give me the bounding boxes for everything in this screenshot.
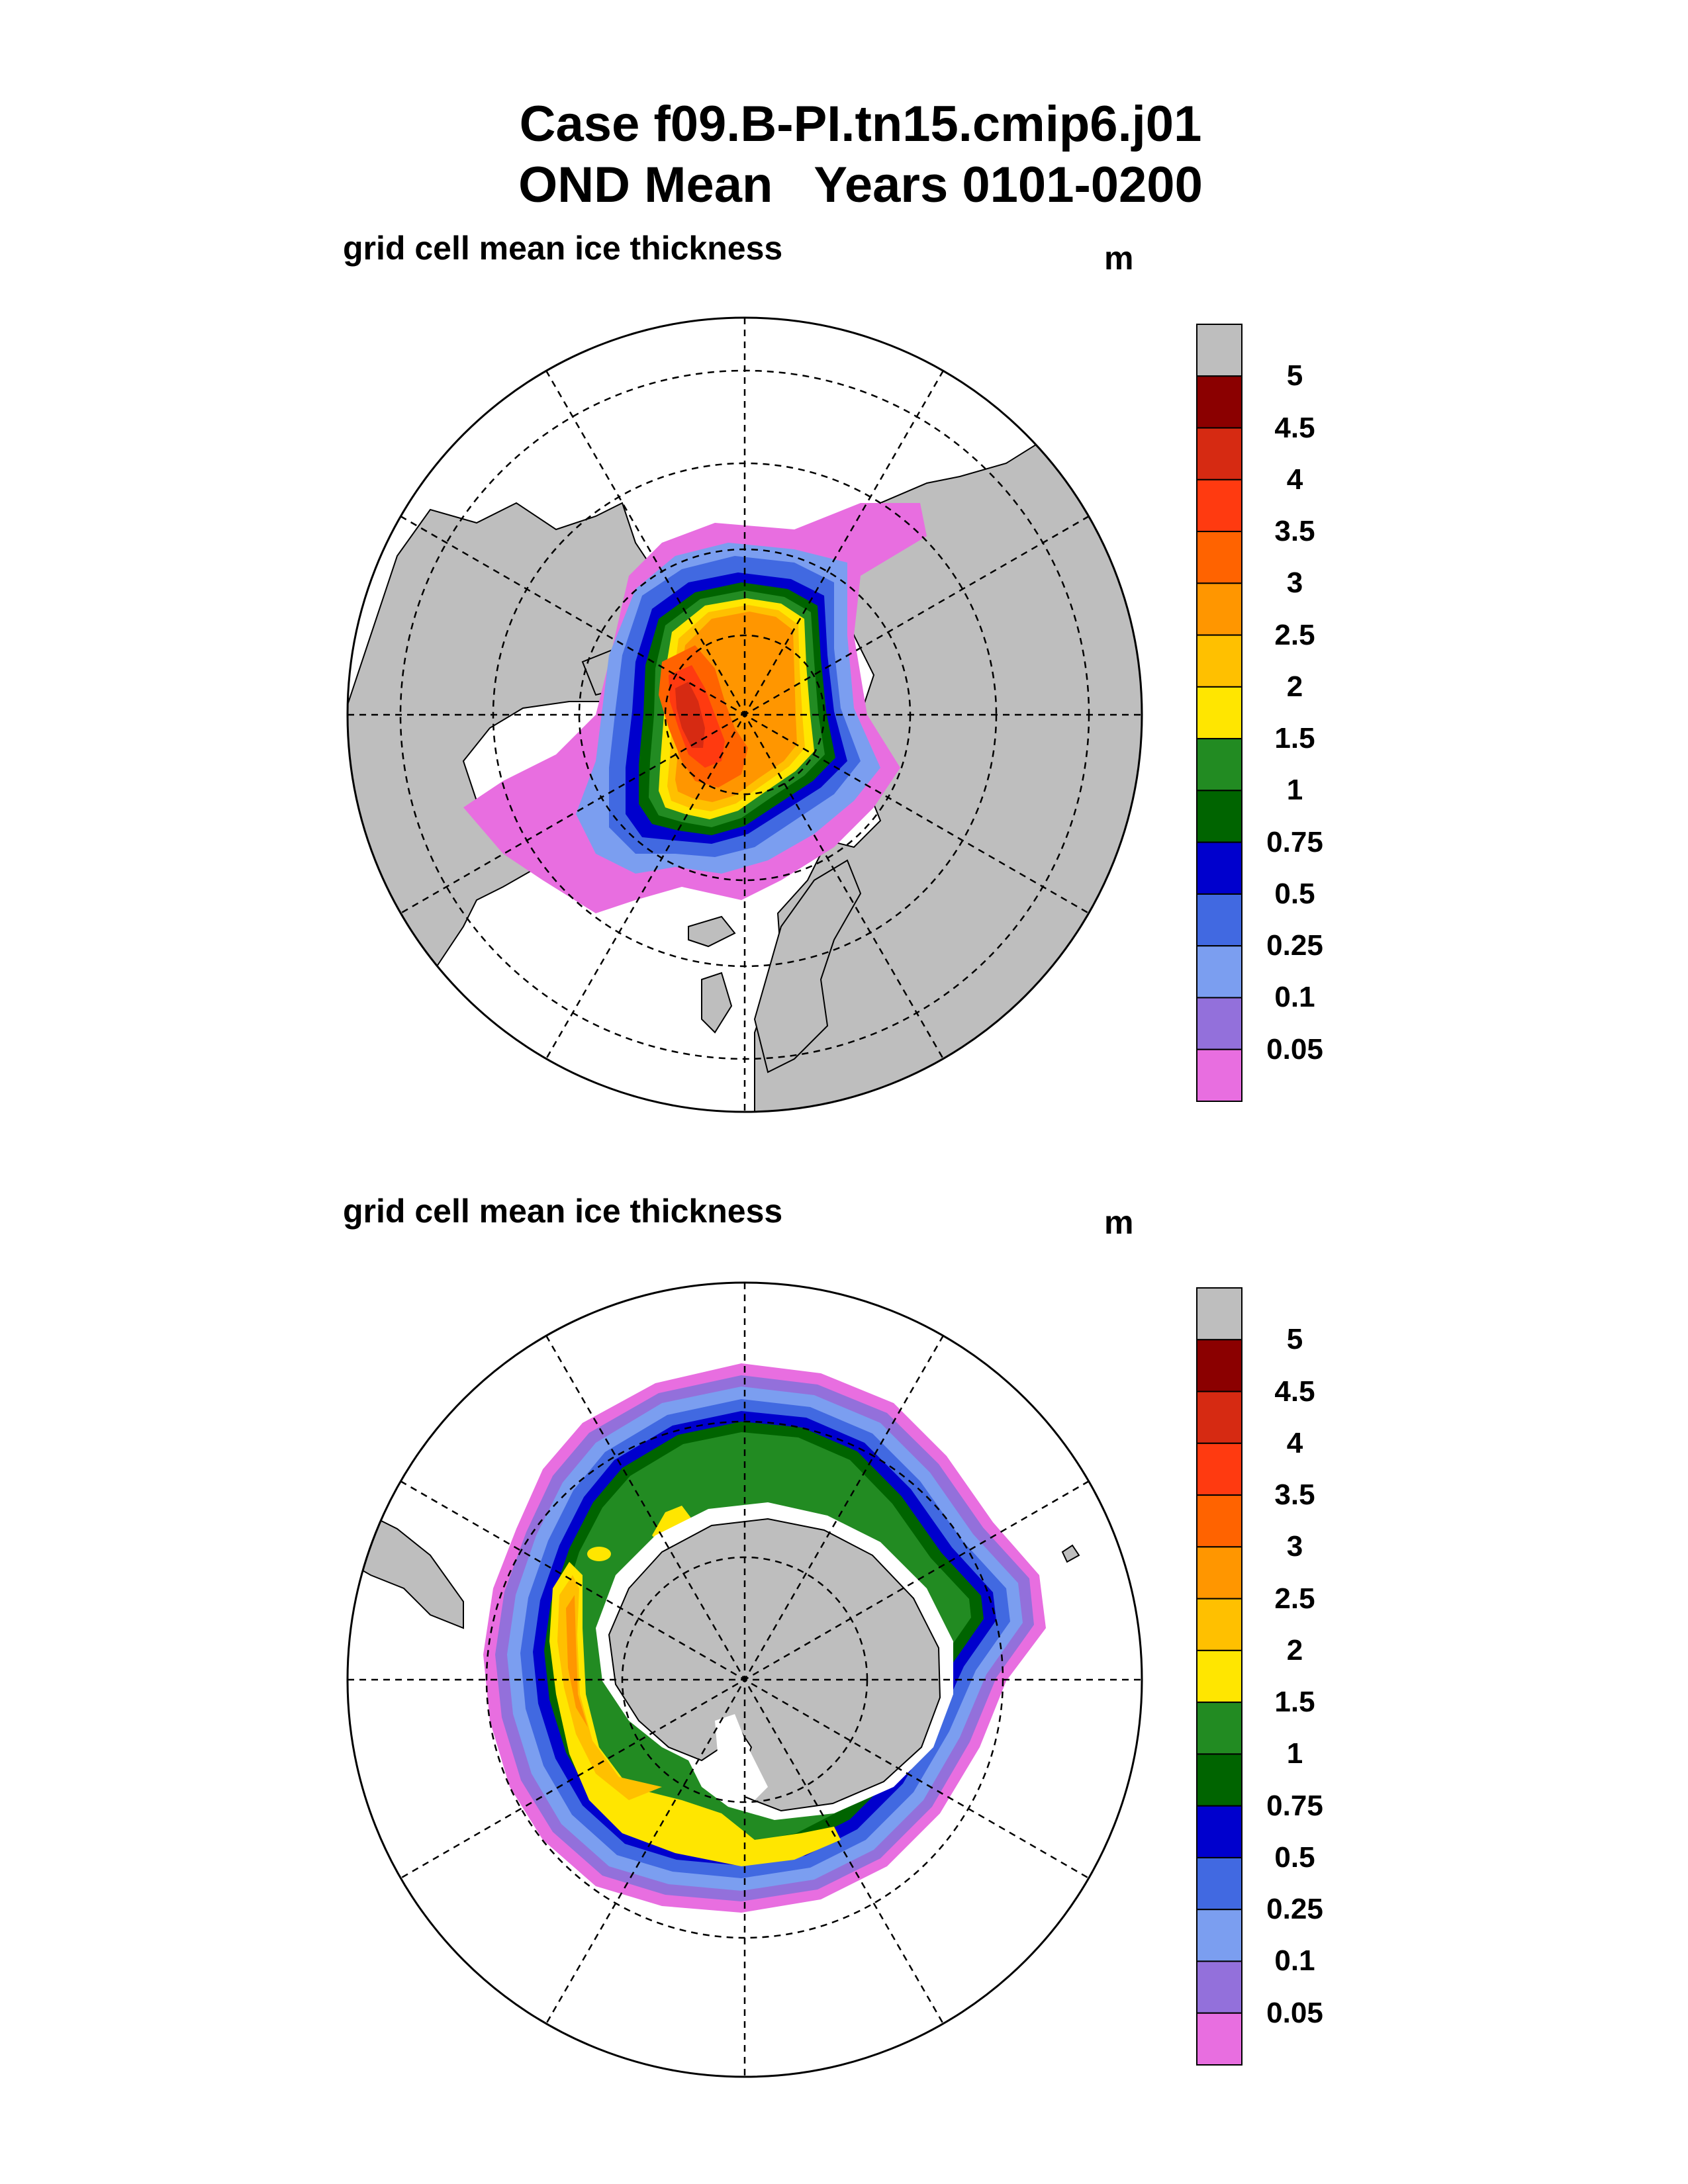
- colorbar-swatch: [1197, 1702, 1242, 1754]
- colorbar-label: 0.25: [1266, 1893, 1323, 1926]
- colorbar-label: 1: [1286, 774, 1303, 807]
- colorbar-swatch: [1197, 531, 1242, 583]
- colorbar-label: 4.5: [1274, 1375, 1315, 1408]
- colorbar-swatch: [1197, 324, 1242, 376]
- colorbar-label: 2: [1286, 670, 1303, 703]
- colorbar-swatch: [1197, 635, 1242, 687]
- colorbar-swatch: [1197, 2013, 1242, 2065]
- colorbar-swatch: [1197, 1495, 1242, 1547]
- colorbar-label: 0.05: [1266, 1032, 1323, 1066]
- colorbar-swatch: [1197, 997, 1242, 1049]
- colorbar-label: 5: [1286, 359, 1303, 392]
- north-polar-map: [331, 318, 1258, 1125]
- case-title: Case f09.B-PI.tn15.cmip6.j01: [519, 96, 1202, 152]
- colorbar-swatch: [1197, 1858, 1242, 1909]
- colorbar-label: 1.5: [1274, 722, 1315, 755]
- south-colorbar: [1197, 1288, 1242, 2065]
- colorbar-swatch: [1197, 480, 1242, 531]
- colorbar-label: 0.25: [1266, 929, 1323, 962]
- colorbar-label: 4.5: [1274, 411, 1315, 444]
- colorbar-label: 0.5: [1274, 877, 1315, 910]
- colorbar-swatch: [1197, 1340, 1242, 1391]
- period-title: OND Mean Years 0101-0200: [518, 157, 1203, 213]
- colorbar-swatch: [1197, 1651, 1242, 1702]
- colorbar-label: 0.05: [1266, 1996, 1323, 2029]
- colorbar-swatch: [1197, 1443, 1242, 1495]
- colorbar-swatch: [1197, 790, 1242, 842]
- colorbar-label: 0.1: [1274, 981, 1315, 1014]
- north-panel-title: grid cell mean ice thickness: [343, 230, 783, 267]
- colorbar-swatch: [1197, 1547, 1242, 1598]
- south-polar-map: [348, 1283, 1142, 2077]
- colorbar-swatch: [1197, 376, 1242, 428]
- colorbar-label: 5: [1286, 1323, 1303, 1356]
- north-colorbar: [1197, 324, 1242, 1101]
- colorbar-label: 1.5: [1274, 1686, 1315, 1719]
- colorbar-label: 4: [1286, 463, 1303, 496]
- colorbar-swatch: [1197, 1050, 1242, 1101]
- colorbar-swatch: [1197, 1392, 1242, 1443]
- colorbar-swatch: [1197, 687, 1242, 739]
- colorbar-swatch: [1197, 946, 1242, 997]
- colorbar-label: 0.75: [1266, 825, 1323, 858]
- colorbar-swatch: [1197, 739, 1242, 790]
- colorbar-label: 1: [1286, 1737, 1303, 1770]
- colorbar-label: 3: [1286, 1530, 1303, 1563]
- colorbar-swatch: [1197, 894, 1242, 946]
- ice-yellow-spot: [587, 1547, 611, 1561]
- colorbar-label: 0.5: [1274, 1841, 1315, 1874]
- colorbar-label: 4: [1286, 1426, 1303, 1459]
- colorbar-swatch: [1197, 1754, 1242, 1805]
- colorbar-label: 3.5: [1274, 1479, 1315, 1512]
- colorbar-swatch: [1197, 428, 1242, 480]
- colorbar-label: 2: [1286, 1633, 1303, 1666]
- colorbar-label: 3: [1286, 567, 1303, 600]
- south-panel-title: grid cell mean ice thickness: [343, 1193, 783, 1230]
- colorbar-label: 0.1: [1274, 1944, 1315, 1978]
- colorbar-label: 2.5: [1274, 618, 1315, 651]
- north-panel-unit: m: [1104, 240, 1134, 277]
- colorbar-swatch: [1197, 842, 1242, 894]
- colorbar-label: 2.5: [1274, 1582, 1315, 1615]
- colorbar-swatch: [1197, 1909, 1242, 1961]
- colorbar-swatch: [1197, 1961, 1242, 2013]
- colorbar-swatch: [1197, 1288, 1242, 1340]
- colorbar-swatch: [1197, 1599, 1242, 1651]
- colorbar-swatch: [1197, 583, 1242, 635]
- colorbar-swatch: [1197, 1806, 1242, 1858]
- colorbar-label: 3.5: [1274, 515, 1315, 548]
- colorbar-label: 0.75: [1266, 1789, 1323, 1822]
- south-panel-unit: m: [1104, 1204, 1134, 1241]
